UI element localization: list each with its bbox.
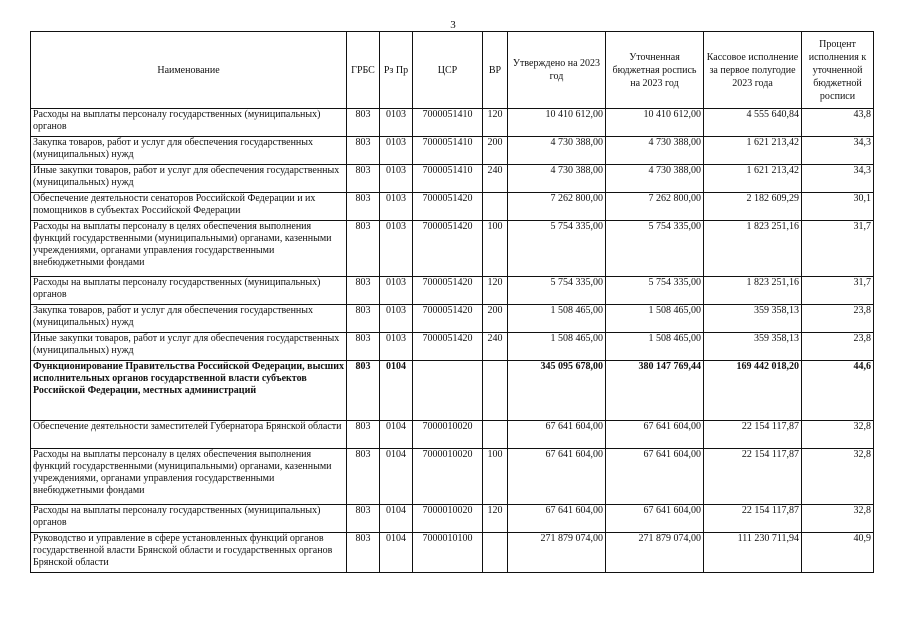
cell-percent: 32,8 — [802, 505, 874, 533]
cell-executed: 1 823 251,16 — [704, 221, 802, 277]
cell-name: Обеспечение деятельности сенаторов Российской Федерации и их помощников в субъектах Российской Федерации — [31, 193, 347, 221]
cell-percent: 32,8 — [802, 449, 874, 505]
cell-approved: 67 641 604,00 — [508, 449, 606, 505]
header-approved: Утверждено на 2023 год — [508, 32, 606, 109]
page-number: 3 — [450, 19, 456, 31]
cell-percent: 31,7 — [802, 277, 874, 305]
cell-name: Расходы на выплаты персоналу государственных (муниципальных) органов — [31, 109, 347, 137]
cell-rzpr: 0104 — [380, 533, 413, 573]
cell-vr: 200 — [483, 305, 508, 333]
cell-grbs: 803 — [347, 277, 380, 305]
cell-name: Иные закупки товаров, работ и услуг для обеспечения государственных (муниципальных) нужд — [31, 165, 347, 193]
cell-vr: 240 — [483, 165, 508, 193]
cell-csr: 7000051420 — [413, 333, 483, 361]
cell-refined: 380 147 769,44 — [606, 361, 704, 421]
table-row — [31, 137, 874, 165]
cell-grbs: 803 — [347, 333, 380, 361]
header-percent: Процент исполнения к уточненной бюджетной росписи — [802, 32, 874, 109]
table-row — [31, 193, 874, 221]
cell-name: Расходы на выплаты персоналу в целях обеспечения выполнения функций государственными (муниципальными) органами, казенными учреждениями, органами управления государственными внебюджетными фондами — [31, 449, 347, 505]
cell-rzpr: 0103 — [380, 221, 413, 277]
cell-rzpr: 0103 — [380, 305, 413, 333]
header-executed: Кассовое исполнение за первое полугодие 2023 года — [704, 32, 802, 109]
cell-rzpr: 0104 — [380, 361, 413, 421]
cell-vr — [483, 533, 508, 573]
cell-executed: 4 555 640,84 — [704, 109, 802, 137]
cell-executed: 169 442 018,20 — [704, 361, 802, 421]
cell-percent: 44,6 — [802, 361, 874, 421]
table-row — [31, 361, 874, 421]
cell-approved: 67 641 604,00 — [508, 421, 606, 449]
cell-name: Иные закупки товаров, работ и услуг для обеспечения государственных (муниципальных) нужд — [31, 333, 347, 361]
cell-rzpr: 0103 — [380, 333, 413, 361]
cell-rzpr: 0103 — [380, 193, 413, 221]
cell-csr: 7000010020 — [413, 505, 483, 533]
cell-executed: 1 621 213,42 — [704, 165, 802, 193]
cell-percent: 23,8 — [802, 305, 874, 333]
cell-csr: 7000010100 — [413, 533, 483, 573]
table-row — [31, 277, 874, 305]
cell-approved: 1 508 465,00 — [508, 333, 606, 361]
cell-executed: 22 154 117,87 — [704, 505, 802, 533]
cell-vr — [483, 421, 508, 449]
cell-refined: 5 754 335,00 — [606, 221, 704, 277]
cell-rzpr: 0103 — [380, 109, 413, 137]
cell-vr: 100 — [483, 221, 508, 277]
cell-percent: 31,7 — [802, 221, 874, 277]
cell-executed: 1 823 251,16 — [704, 277, 802, 305]
cell-name: Руководство и управление в сфере установленных функций органов государственной власти Брянской области и государственных органов Брянской области — [31, 533, 347, 573]
cell-rzpr: 0103 — [380, 137, 413, 165]
cell-refined: 1 508 465,00 — [606, 305, 704, 333]
cell-csr: 7000051420 — [413, 193, 483, 221]
cell-rzpr: 0104 — [380, 421, 413, 449]
cell-grbs: 803 — [347, 421, 380, 449]
cell-rzpr: 0103 — [380, 165, 413, 193]
cell-vr: 120 — [483, 109, 508, 137]
header-rzpr: Рз Пр — [380, 32, 413, 109]
cell-rzpr: 0104 — [380, 449, 413, 505]
cell-executed: 359 358,13 — [704, 305, 802, 333]
cell-refined: 67 641 604,00 — [606, 505, 704, 533]
cell-approved: 10 410 612,00 — [508, 109, 606, 137]
cell-name: Закупка товаров, работ и услуг для обеспечения государственных (муниципальных) нужд — [31, 305, 347, 333]
cell-refined: 4 730 388,00 — [606, 137, 704, 165]
cell-executed: 22 154 117,87 — [704, 421, 802, 449]
budget-table — [30, 31, 874, 573]
cell-vr — [483, 193, 508, 221]
cell-percent: 30,1 — [802, 193, 874, 221]
cell-approved: 5 754 335,00 — [508, 221, 606, 277]
table-row — [31, 333, 874, 361]
table-row — [31, 305, 874, 333]
cell-vr — [483, 361, 508, 421]
cell-name: Закупка товаров, работ и услуг для обеспечения государственных (муниципальных) нужд — [31, 137, 347, 165]
table-row — [31, 505, 874, 533]
cell-approved: 67 641 604,00 — [508, 505, 606, 533]
table-row — [31, 221, 874, 277]
table-row — [31, 165, 874, 193]
cell-percent: 34,3 — [802, 165, 874, 193]
header-name: Наименование — [31, 32, 347, 109]
cell-approved: 4 730 388,00 — [508, 165, 606, 193]
cell-refined: 4 730 388,00 — [606, 165, 704, 193]
cell-grbs: 803 — [347, 193, 380, 221]
cell-grbs: 803 — [347, 505, 380, 533]
cell-csr: 7000051420 — [413, 305, 483, 333]
cell-percent: 40,9 — [802, 533, 874, 573]
cell-approved: 5 754 335,00 — [508, 277, 606, 305]
cell-executed: 2 182 609,29 — [704, 193, 802, 221]
cell-approved: 271 879 074,00 — [508, 533, 606, 573]
cell-percent: 23,8 — [802, 333, 874, 361]
header-csr: ЦСР — [413, 32, 483, 109]
cell-vr: 100 — [483, 449, 508, 505]
cell-name: Расходы на выплаты персоналу государственных (муниципальных) органов — [31, 505, 347, 533]
table-row — [31, 421, 874, 449]
table-row — [31, 109, 874, 137]
cell-percent: 34,3 — [802, 137, 874, 165]
cell-refined: 67 641 604,00 — [606, 421, 704, 449]
cell-vr: 200 — [483, 137, 508, 165]
cell-executed: 1 621 213,42 — [704, 137, 802, 165]
cell-csr: 7000010020 — [413, 449, 483, 505]
cell-grbs: 803 — [347, 137, 380, 165]
cell-grbs: 803 — [347, 221, 380, 277]
cell-percent: 43,8 — [802, 109, 874, 137]
cell-csr: 7000051410 — [413, 137, 483, 165]
cell-rzpr: 0103 — [380, 277, 413, 305]
cell-refined: 10 410 612,00 — [606, 109, 704, 137]
table-row — [31, 533, 874, 573]
cell-vr: 120 — [483, 277, 508, 305]
cell-csr: 7000051410 — [413, 109, 483, 137]
cell-grbs: 803 — [347, 361, 380, 421]
cell-vr: 240 — [483, 333, 508, 361]
cell-grbs: 803 — [347, 305, 380, 333]
cell-rzpr: 0104 — [380, 505, 413, 533]
cell-grbs: 803 — [347, 533, 380, 573]
cell-refined: 5 754 335,00 — [606, 277, 704, 305]
cell-csr — [413, 361, 483, 421]
cell-approved: 345 095 678,00 — [508, 361, 606, 421]
header-refined: Уточненная бюджетная роспись на 2023 год — [606, 32, 704, 109]
header-vr: ВР — [483, 32, 508, 109]
cell-csr: 7000051410 — [413, 165, 483, 193]
cell-refined: 7 262 800,00 — [606, 193, 704, 221]
cell-executed: 22 154 117,87 — [704, 449, 802, 505]
cell-csr: 7000010020 — [413, 421, 483, 449]
cell-refined: 271 879 074,00 — [606, 533, 704, 573]
cell-name: Расходы на выплаты персоналу в целях обеспечения выполнения функций государственными (муниципальными) органами, казенными учреждениями, органами управления государственными внебюджетными фондами — [31, 221, 347, 277]
cell-approved: 4 730 388,00 — [508, 137, 606, 165]
cell-executed: 359 358,13 — [704, 333, 802, 361]
cell-approved: 7 262 800,00 — [508, 193, 606, 221]
cell-grbs: 803 — [347, 165, 380, 193]
cell-percent: 32,8 — [802, 421, 874, 449]
cell-grbs: 803 — [347, 109, 380, 137]
cell-name: Функционирование Правительства Российской Федерации, высших исполнительных органов государственной власти субъектов Российской Федерации, местных администраций — [31, 361, 347, 421]
cell-name: Обеспечение деятельности заместителей Губернатора Брянской области — [31, 421, 347, 449]
cell-approved: 1 508 465,00 — [508, 305, 606, 333]
cell-csr: 7000051420 — [413, 277, 483, 305]
cell-executed: 111 230 711,94 — [704, 533, 802, 573]
cell-refined: 1 508 465,00 — [606, 333, 704, 361]
cell-vr: 120 — [483, 505, 508, 533]
table-header-row — [31, 32, 874, 109]
header-grbs: ГРБС — [347, 32, 380, 109]
cell-csr: 7000051420 — [413, 221, 483, 277]
cell-grbs: 803 — [347, 449, 380, 505]
table-row — [31, 449, 874, 505]
cell-refined: 67 641 604,00 — [606, 449, 704, 505]
cell-name: Расходы на выплаты персоналу государственных (муниципальных) органов — [31, 277, 347, 305]
